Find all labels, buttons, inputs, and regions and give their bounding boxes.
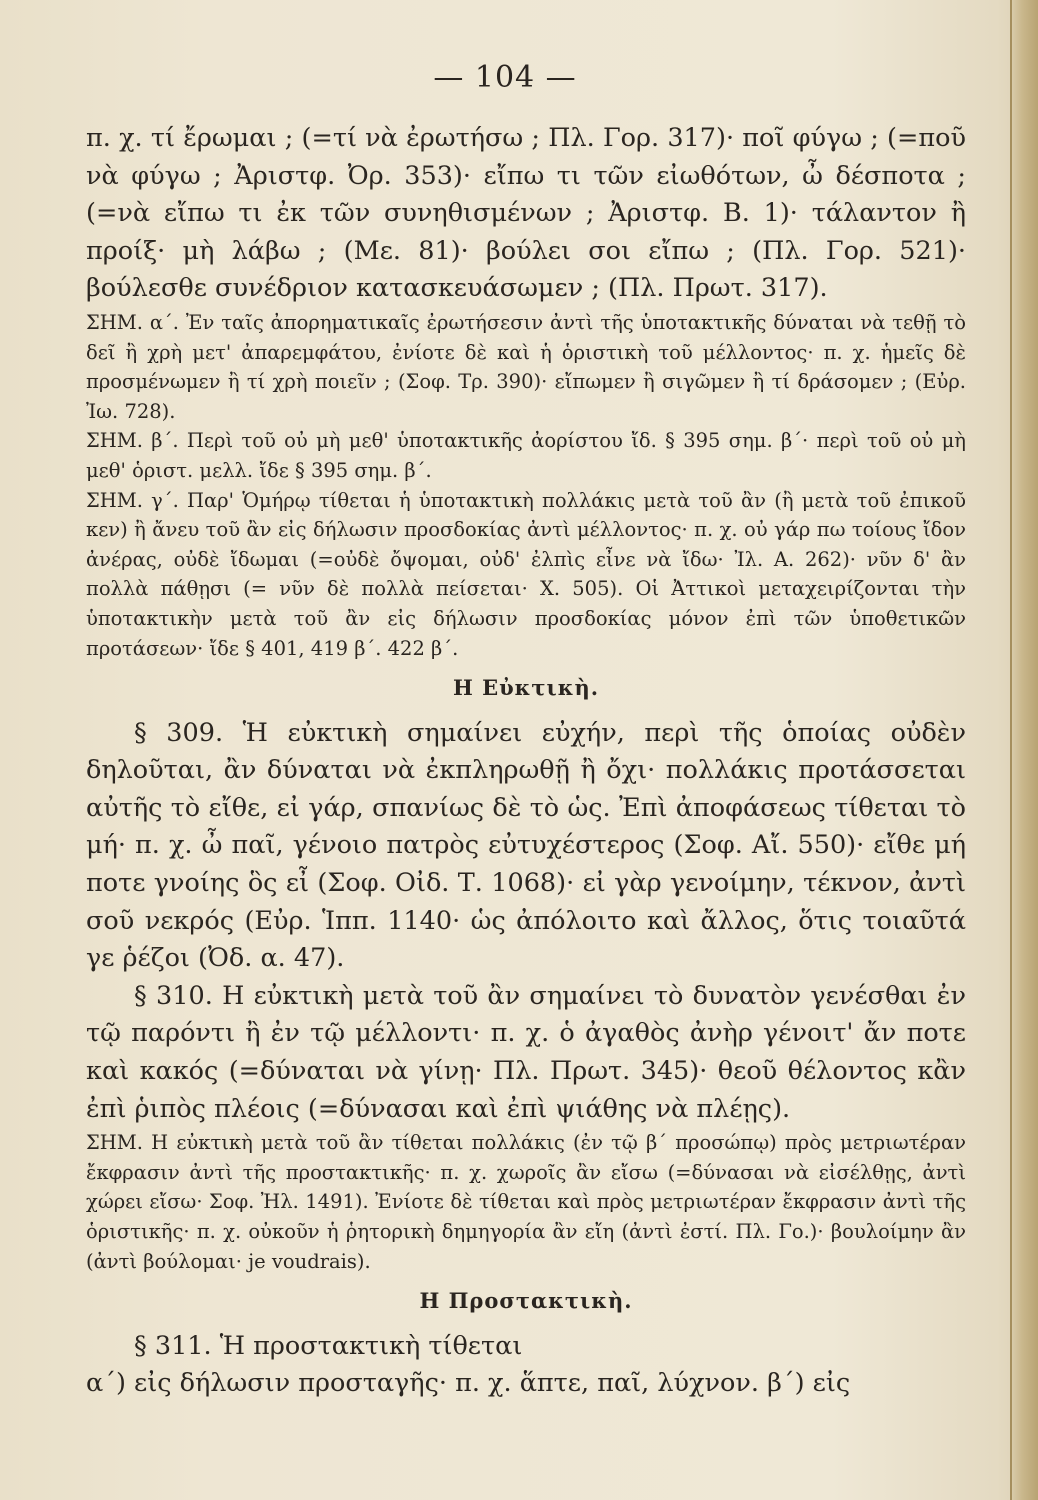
section-311-a: α΄) εἰς δήλωσιν προσταγῆς· π. χ. ἅπτε, παῖ, λύχνον. β΄) εἰς xyxy=(86,1368,851,1399)
paragraph: π. χ. τί ἔρωμαι ; (=τί νὰ ἐρωτήσω ; Πλ. Γορ. 317)· ποῖ φύγω ; (=ποῦ νὰ φύγω ; Ἀριστφ. Ὀρ. 353)· εἴπω τι τῶν εἰωθότων, ὦ δέσποτα ; (=νὰ εἴπω τι ἐκ τῶν συνηθισμένων ; Ἀριστφ. Β. 1)· τάλαντον ἢ προίξ· μὴ λάβω ; (Με. 81)· βούλει σοι εἴπω ; (Πλ. Γορ. 521)· βούλεσθε συνέδριον κατασκευάσωμεν ; (Πλ. Πρωτ. 317). xyxy=(86,123,966,304)
section-311: § 311. Ἡ προστακτικὴ τίθεται xyxy=(134,1330,523,1361)
note-a: ΣΗΜ. α΄. Ἐν ταῖς ἀπορηματικαῖς ἐρωτήσεσιν ἀντὶ τῆς ὑποτακτικῆς δύναται νὰ τεθῇ τὸ δεῖ ἢ χρὴ μετ' ἀπαρεμφάτου, ἐνίοτε δὲ καὶ ἡ ὁριστικὴ τοῦ μέλλοντος· π. χ. ἡμεῖς δὲ προσμένωμεν ἢ τί χρὴ ποιεῖν ; (Σοφ. Τρ. 390)· εἴπωμεν ἢ σιγῶμεν ἢ τί δράσομεν ; (Εὐρ. Ἰω. 728). xyxy=(86,310,966,423)
page-number: — 104 — xyxy=(433,60,577,95)
section-309: § 309. Ἡ εὐκτικὴ σημαίνει εὐχήν, περὶ τῆς ὁποίας οὐδὲν δηλοῦται, ἂν δύναται νὰ ἐκπληρωθῇ ἢ ὄχι· πολλάκις προτάσσεται αὐτῆς τὸ εἴθε, εἰ γάρ, σπανίως δὲ τὸ ὡς. Ἐπὶ ἀποφάσεως τίθεται τὸ μή· π. χ. ὦ παῖ, γένοιο πατρὸς εὐτυχέστερος (Σοφ. Αἴ. 550)· εἴθε μή ποτε γνοίης ὃς εἶ (Σοφ. Οἰδ. Τ. 1068)· εἰ γὰρ γενοίμην, τέκνον, ἀντὶ σοῦ νεκρός (Εὐρ. Ἱππ. 1140· ὡς ἀπόλοιτο καὶ ἄλλος, ὅτις τοιαῦτά γε ῥέζοι (Ὀδ. α. 47). xyxy=(86,717,966,974)
page-edge xyxy=(1010,0,1038,1500)
section-310: § 310. Η εὐκτικὴ μετὰ τοῦ ἂν σημαίνει τὸ δυνατὸν γενέσθαι ἐν τῷ παρόντι ἢ ἐν τῷ μέλλοντι· π. χ. ὁ ἀγαθὸς ἀνὴρ γένοιτ' ἄν ποτε καὶ κακός (=δύναται νὰ γίνῃ· Πλ. Πρωτ. 345)· θεοῦ θέλοντος κἂν ἐπὶ ῥιπὸς πλέοις (=δύνασαι καὶ ἐπὶ ψιάθης νὰ πλέῃς). xyxy=(86,980,966,1124)
page-body xyxy=(86,120,966,1403)
section-heading-imperative: Η Προστακτικὴ. xyxy=(419,1288,633,1314)
note-310: ΣΗΜ. Η εὐκτικὴ μετὰ τοῦ ἂν τίθεται πολλάκις (ἐν τῷ β΄ προσώπῳ) πρὸς μετριωτέραν ἔκφρασιν ἀντὶ τῆς προστακτικῆς· π. χ. χωροῖς ἂν εἴσω (=δύνασαι νὰ εἰσέλθῃς, ἀντὶ χώρει εἴσω· Σοφ. Ἠλ. 1491). Ἐνίοτε δὲ τίθεται καὶ πρὸς μετριωτέραν ἔκφρασιν ἀντὶ τῆς ὁριστικῆς· π. χ. οὐκοῦν ἡ ῥητορικὴ δημηγορία ἂν εἴη (ἀντὶ ἐστί. Πλ. Γο.)· βουλοίμην ἂν (ἀντὶ βούλομαι· je voudrais). xyxy=(86,1131,966,1273)
note-c: ΣΗΜ. γ΄. Παρ' Ὁμήρῳ τίθεται ἡ ὑποτακτικὴ πολλάκις μετὰ τοῦ ἂν (ἢ μετὰ τοῦ ἐπικοῦ κεν) ἢ ἄνευ τοῦ ἂν εἰς δήλωσιν προσδοκίας ἀντὶ μέλλοντος· π. χ. οὐ γάρ πω τοίους ἴδον ἀνέρας, οὐδὲ ἴδωμαι (=οὐδὲ ὄψομαι, οὐδ' ἐλπὶς εἶνε νὰ ἴδω· Ἰλ. Α. 262)· νῦν δ' ἂν πολλὰ πάθῃσι (= νῦν δὲ πολλὰ πείσεται· Χ. 505). Οἱ Ἀττικοὶ μεταχειρίζονται τὴν ὑποτακτικὴν μετὰ τοῦ ἂν εἰς δήλωσιν προσδοκίας μόνον ἐπὶ τῶν ὑποθετικῶν προτάσεων· ἴδε § 401, 419 β΄. 422 β΄. xyxy=(86,488,966,660)
section-heading-optative: Η Εὐκτικὴ. xyxy=(452,675,600,701)
note-b: ΣΗΜ. β΄. Περὶ τοῦ οὐ μὴ μεθ' ὑποτακτικῆς ἀορίστου ἴδ. § 395 σημ. β΄· περὶ τοῦ οὐ μὴ μεθ' ὁριστ. μελλ. ἴδε § 395 σημ. β΄. xyxy=(86,429,966,482)
